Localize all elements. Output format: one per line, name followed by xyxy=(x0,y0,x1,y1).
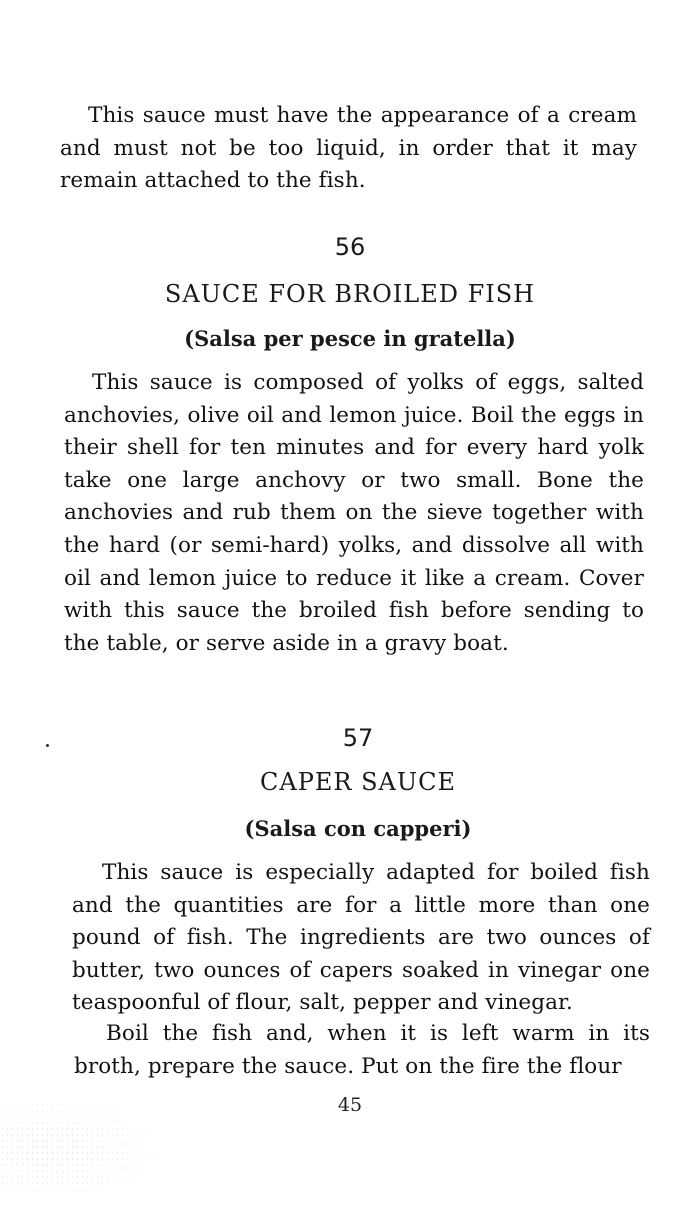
recipe-subtitle: (Salsa con capperi) xyxy=(244,816,472,841)
paper-texture xyxy=(0,1090,170,1190)
recipe-paragraph: Boil the fish and, when it is left warm in its broth, prepare the sauce. Put on the fire the flour xyxy=(74,1021,650,1079)
recipe-title: SAUCE FOR BROILED FISH xyxy=(164,280,536,308)
recipe-number: 56 xyxy=(334,233,366,261)
recipe-number: 57 xyxy=(342,724,374,752)
page-number: 45 xyxy=(337,1094,363,1116)
recipe-subtitle: (Salsa per pesce in gratella) xyxy=(184,326,516,351)
opening-paragraph: This sauce must have the appearance of a cream and must not be too liquid, in order that it may remain attached to the fish. xyxy=(60,103,637,194)
recipe-paragraph: This sauce is composed of yolks of eggs, salted anchovies, olive oil and lemon juice. Boil the eggs in their shell for ten minutes and for every hard yolk take one large anchovy or two small. Bone the anchovies and rub them on the sieve together with the hard (or semi-hard) yolks, and dissolve all with oil and lemon juice to reduce it like a cream. Cover with this sauce the broiled fish before sending to the table, or serve aside in a gravy boat. xyxy=(64,370,644,656)
recipe-paragraph: This sauce is especially adapted for boiled fish and the quantities are for a little more than one pound of fish. The ingredients are two ounces of butter, two ounces of capers soaked in vinegar one teaspoonful of flour, salt, pepper and vinegar. xyxy=(72,860,650,1016)
recipe-title: CAPER SAUCE xyxy=(260,768,456,796)
